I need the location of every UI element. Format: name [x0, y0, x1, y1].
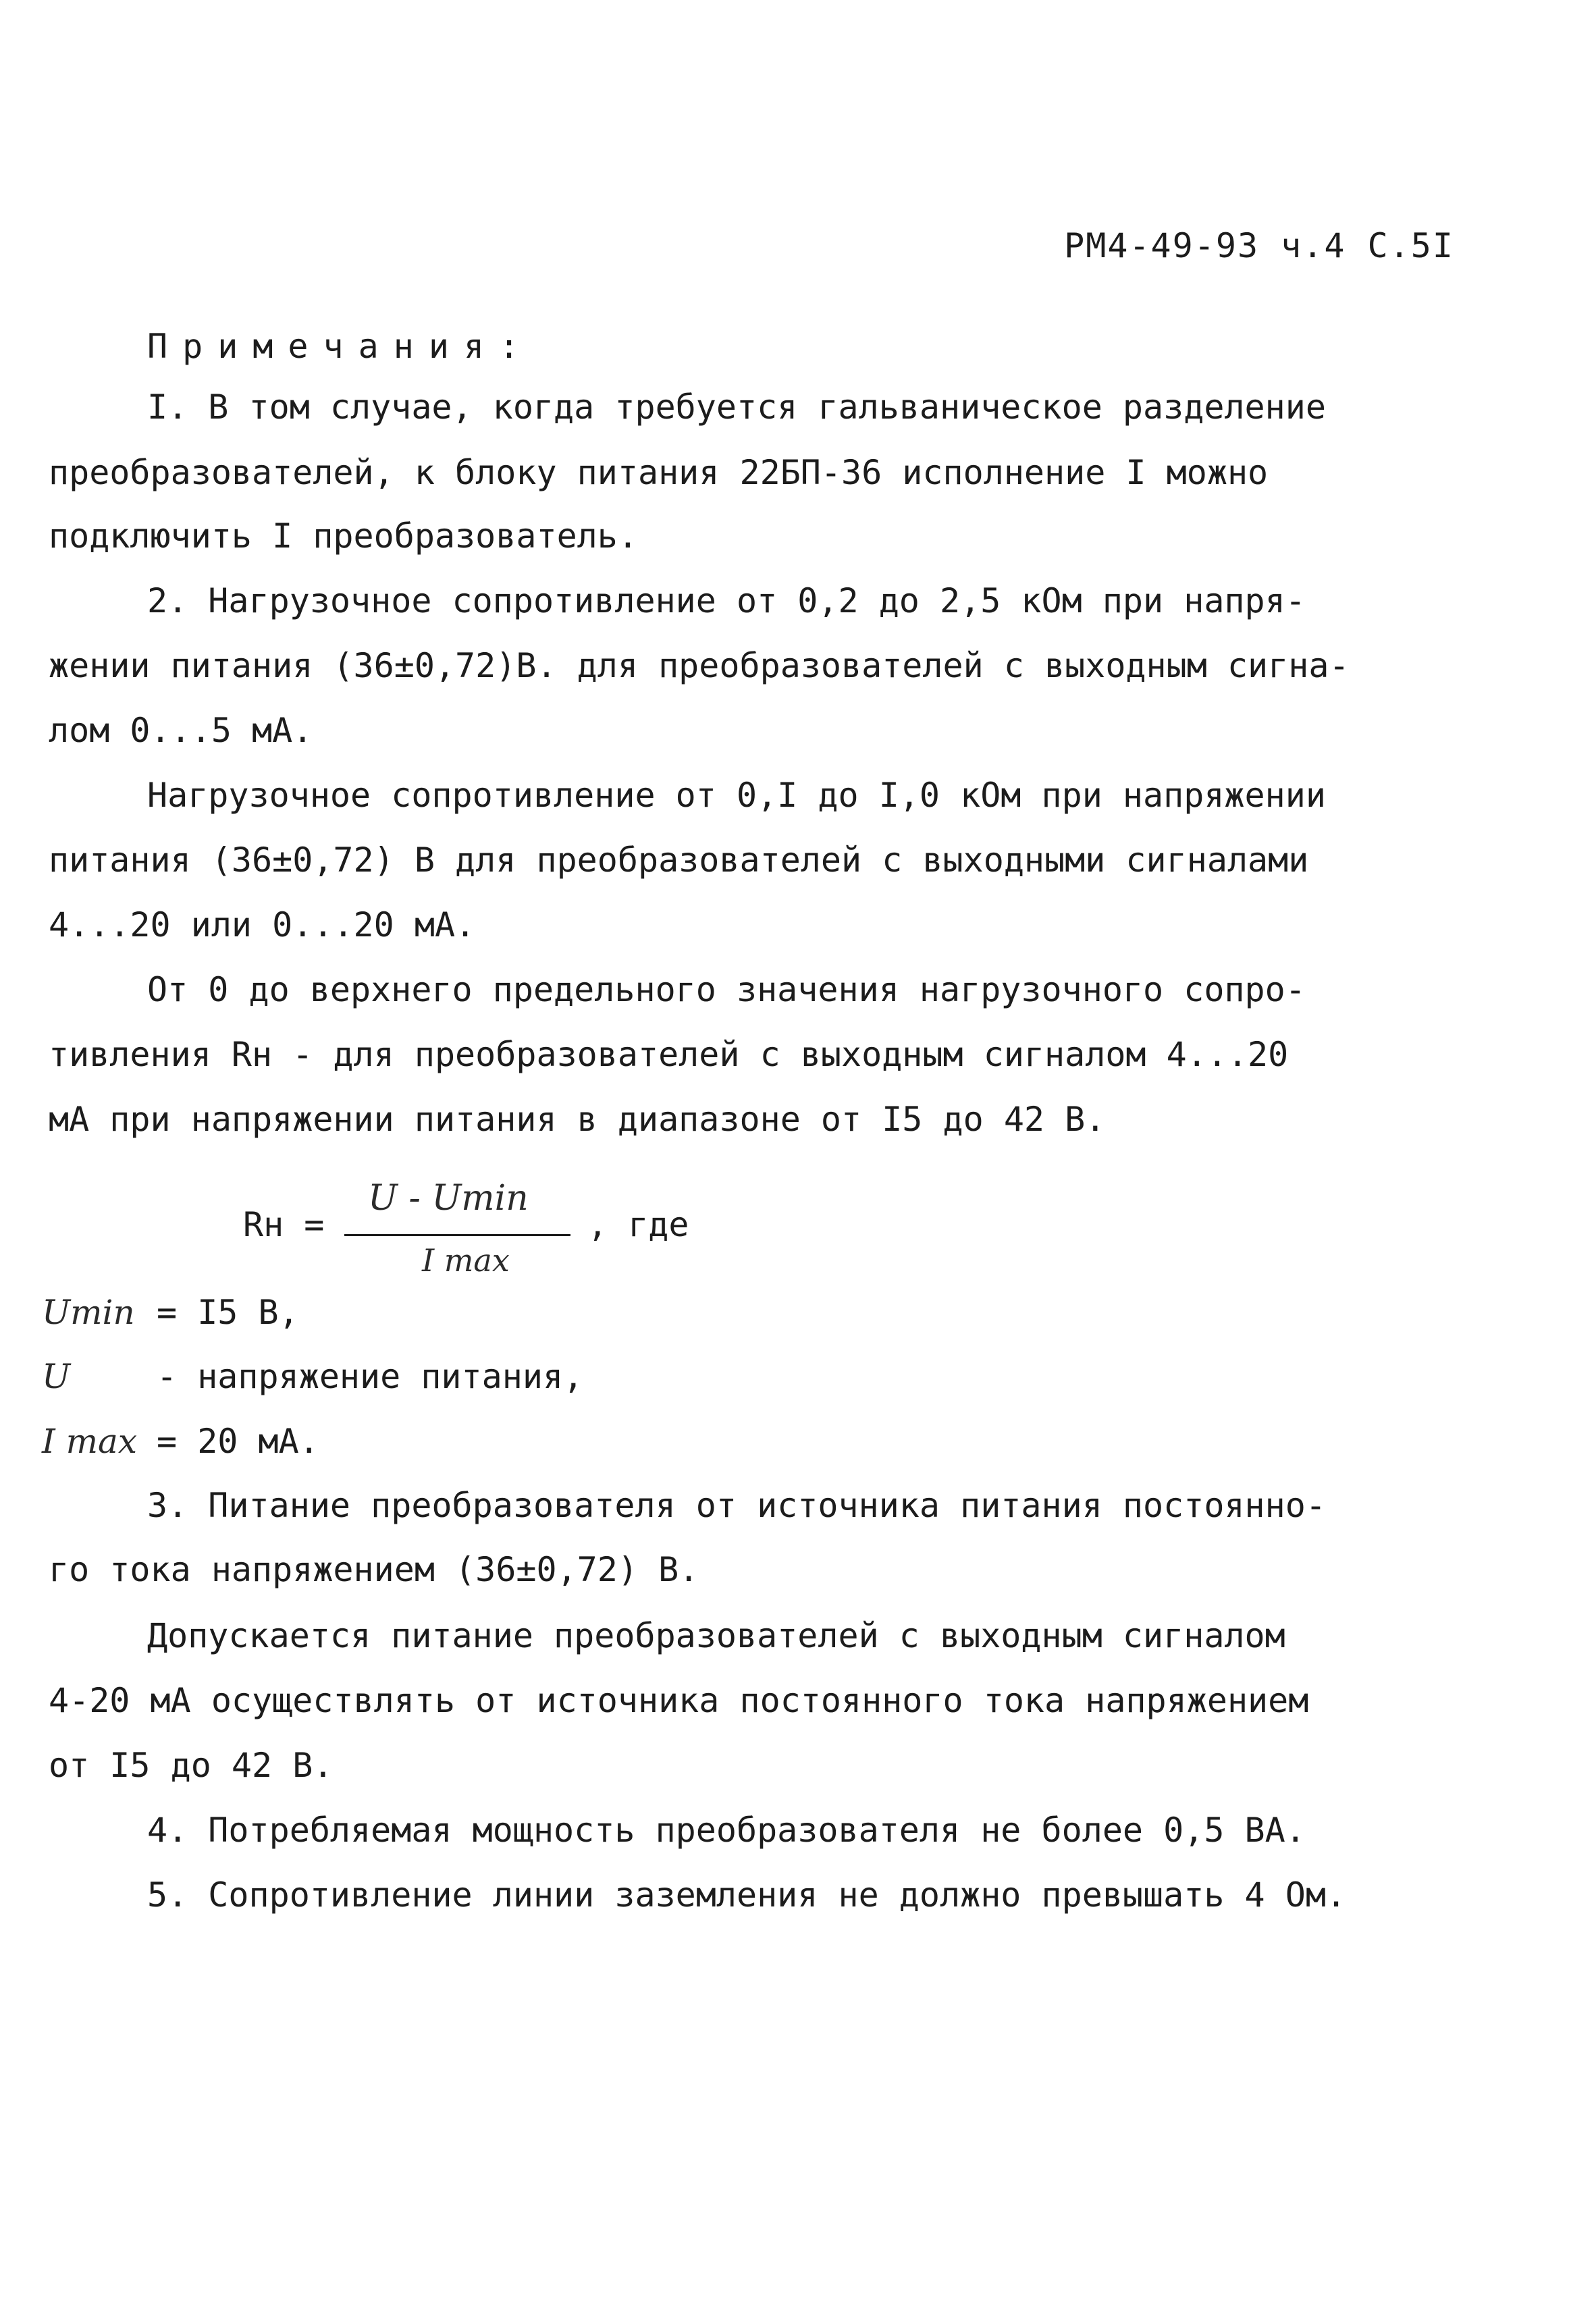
- note-3-para-2-line-2: 4-20 мА осуществлять от источника постоянного тока напряжением: [49, 1681, 1309, 1720]
- definition-symbol: Umin: [42, 1293, 135, 1332]
- note-4: 4. Потребляемая мощность преобразователя не более 0,5 ВА.: [147, 1811, 1306, 1850]
- note-3-para-2-line-3: от I5 до 42 В.: [49, 1746, 334, 1785]
- definition-text: = I5 В,: [157, 1293, 299, 1332]
- definition-symbol: I max: [42, 1422, 138, 1461]
- note-3-line-1: 3. Питание преобразователя от источника питания постоянно-: [147, 1486, 1326, 1525]
- note-1-line-2: преобразователей, к блоку питания 22БП-36 исполнение I можно: [49, 453, 1269, 492]
- note-2-line-3: лом 0...5 мА.: [49, 711, 313, 750]
- note-5: 5. Сопротивление линии заземления не должно превышать 4 Ом.: [147, 1875, 1347, 1915]
- notes-title: Примечания:: [147, 327, 535, 366]
- note-3-line-2: го тока напряжением (36±0,72) В.: [49, 1550, 699, 1589]
- fraction-bar: [344, 1234, 570, 1236]
- definition-text: - напряжение питания,: [157, 1357, 584, 1396]
- definition-text: = 20 мА.: [157, 1422, 319, 1461]
- note-2-para-3-line-1: От 0 до верхнего предельного значения нагрузочного сопро-: [147, 970, 1306, 1009]
- note-2-para-2-line-3: 4...20 или 0...20 мА.: [49, 905, 476, 944]
- note-2-para-2-line-2: питания (36±0,72) В для преобразователей с выходными сигналами: [49, 840, 1309, 880]
- note-2-para-3-line-3: мА при напряжении питания в диапазоне от I5 до 42 В.: [49, 1100, 1106, 1139]
- formula-lhs: Rн =: [243, 1205, 325, 1244]
- note-3-para-2-line-1: Допускается питание преобразователей с выходным сигналом: [147, 1616, 1285, 1655]
- note-2-line-1: 2. Нагрузочное сопротивление от 0,2 до 2,5 кОм при напря-: [147, 581, 1306, 620]
- note-2-para-3-line-2: тивления Rн - для преобразователей с выходным сигналом 4...20: [49, 1035, 1289, 1074]
- document-code: РМ4-49-93 ч.4 С.5I: [1064, 226, 1454, 265]
- definition-u: [42, 1357, 583, 1396]
- definition-imax: [42, 1422, 319, 1461]
- note-1-line-3: подключить I преобразователь.: [49, 516, 638, 556]
- note-2-para-2-line-1: Нагрузочное сопротивление от 0,I до I,0 кОм при напряжении: [147, 776, 1326, 815]
- formula-numerator: U - Umin: [368, 1178, 529, 1219]
- formula-tail: , где: [587, 1205, 689, 1244]
- load-resistance-formula: [243, 1178, 716, 1279]
- note-1-line-1: I. В том случае, когда требуется гальваническое разделение: [147, 388, 1326, 427]
- definition-symbol: U: [42, 1357, 71, 1396]
- note-2-line-2: жении питания (36±0,72)В. для преобразователей с выходным сигна-: [49, 646, 1350, 685]
- formula-denominator: I max: [422, 1242, 510, 1279]
- definition-umin: [42, 1293, 299, 1332]
